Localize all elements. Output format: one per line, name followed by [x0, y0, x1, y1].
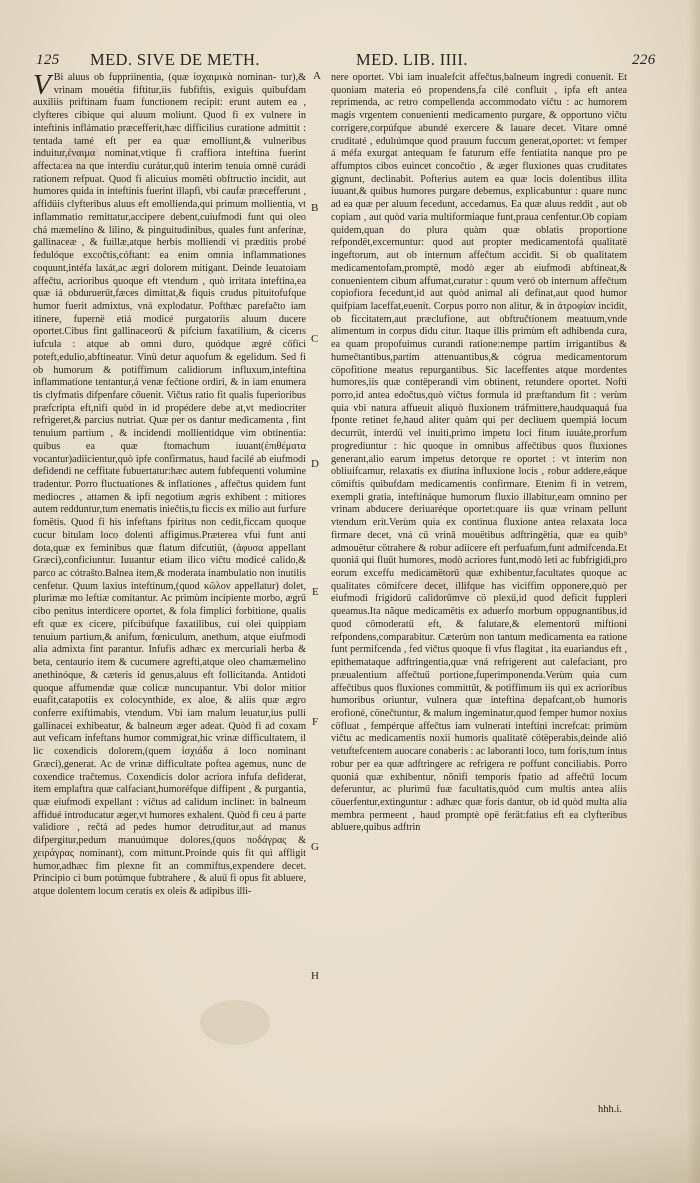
drop-cap: V — [33, 69, 51, 101]
running-head-left: MED. SIVE DE METH. — [90, 50, 260, 69]
margin-letter-c: C — [311, 333, 319, 345]
margin-letter-g: G — [311, 841, 319, 853]
signature-mark: hhh.i. — [598, 1104, 622, 1115]
margin-letter-a: A — [313, 70, 321, 82]
page-edge-shadow — [686, 0, 700, 1183]
page-bottom-wear — [0, 1123, 700, 1183]
margin-letter-f: F — [312, 716, 319, 728]
right-column-paragraph: nere oportet. Vbi iam inualefcit affečtus,balneum ingredi conuenit. Et quoniam materia eó propendens,fa cilé confluit , ipfa eft antea reprimenda, ac retro compellenda accommodato vičtu : ac humorem magis vrgentem conuenienti medicamento purgare, & opportuno vičtu corrigere,corpúfque abundé exercere & lauare decet. Vitare omné cruditaté , edulıúmque quod prauum fuccum generat,oportet: vt femper á méfa exurgat antequam fe faturum effe fentiatita nanque pro pe affumptos cibos euincet concočtio , & æger fluxiones quas cruditates gignunt, declinabit. Pofterius autem ea quæ locis dolentibus illita iuuant,& quibus humores purgare debemus, explicabuntur : quare nunc ad ea quæ per aluum fecedunt, accedamus. Ea quæ aluus reddit , aut ob copiam , aut quòd varia multiformiaque funt,praua cenfentur.Ob copiam quidem,quan do plura quàm quæ oblatis proportione refpondët,excernuntur: quod aut propter medicamentofá qualitatë ingeftorum, aut ob internum affečtum accidit. Si ob qualitatem medicamentofam,promptë, modò æger ab eiufmodi abftineat,& conuenientem cibum affumat,curatur : quum veró ob internum affečtum copiofiora fecedunt,id aut quòd animal ali definat,aut quod humor quifpiam laceffat,euenit. Corpus porro non alitur, & in ἀτροφίαν incidit, ob ficcitatem,aut præclufione, aut obftručtionem meatuum,vnde alimentum in corpus didu citur. Itaque illis primùm eft adhibenda cura, ea quam propofuimus curandi ratione:nempe partim irrigantibus & humečtantibus,partim attenuantibus,& cógrua medicamentorum cöpofitione meatus repurgantibus. Sic laceffentes atque mordentes humores,iis quæ contëperandi vim obtinent, retundere oportet. Nofti porro,id antea edočtus,quò vičtus formula id præftandum fit : verùm quia vbi natura affueuit aliquò fluxionem tráfmittere,haudquaquá fua fponte retinet fe,haud aliter quàm qui per decliuem quempiá locum decurrűt, interdű vel inuiti,primo impetu loci fitum iuuáte,prorfum progrediuntur : hic quoque in omnibus affečtibus quos fluxiones generant,alio earum impetus detorque re oportet : vt interim non obliuifcamur, relaxatis ex diutina influxione locis , robur addere,eáque cőmiftis quibufdam medicamentis confirmare. Etenim fi in vetrem, exempli gratia, inteftináque humorum fluxio illabitur,eam omnino per vrinam abducere deriuaréque oportet:quare iis quæ vrinam pellunt vtendum erit.Verùm quia ex continua fluxione antea relaxata loca firmare decet, vná cű vrinâ mouëtibus adftringëtia, quæ ea quib⁹ admouëtur cötrahere & robur adiicere eft perfuafum,funt admifcenda.Et quoniá qui fluűt humores, modò acriores funt,modò leti ac fubfrigidi,pro eorum exceffu medicamëtorű quæ exhibentur,facultates quoque ac qualitates cömifcere decet, illifque has viciffim opponere,quò per eiufmodi frigidorű calidorűmve cö plexű,id quod deficit fuppleri queamus.Ita nãque medicamëtis ex aduerfo morbum oppugnantibus,id quod cömoderatű eft, & falutare,& elementorű miftioni refpondens,comparabitur. Cæterùm non tantum medicamenta ea ratione funt permifcenda , fed vičtus quoque fi vfus flagitat , ita euariandus eft , epithemataque adftringentia,quæ vná refrigerent aut calefaciant, pro præualentium affečtuű portione,fuperimponenda.Verùm quia cum affečtibus quos fluxiones committűt, & potiffimum iis qui ex acrioribus humoribus oriuntur, vulnera quæ inteftina depafcant,ob humoris erofioné, cönečtuntur, & malum ingeminatur,quod femper humor noxius cöfluat , fempérque affečtus iam vulnerati inteftini increfcat: primùm vičtu ac medicamentis noxii humoris qualitatë cötëperabis,deinde alió vetuftefcentem auocare conaberis : ac laboranti loco, tum foris,tum intus robur per ea quæ adftringere ac refrigera re poffunt conciliabis. Porro quoniá quæ exhibentur, nõnifi temporis fpatio ad affečtű locum deferuntur, ac plurimű fuæ facultatis,quòd cum multis antea aliis cöuerfentur,extinguntur : adhæc quæ foris dantur, ob id quòd multa alia membra permeent , haud promptè opë ferät:fatius eft ea clyfteribus abluere,quibus adftrin — [331, 72, 627, 834]
margin-letter-d: D — [311, 458, 319, 470]
left-column-paragraph — [33, 69, 306, 899]
page-number-right: 226 — [632, 52, 656, 68]
margin-letter-h: H — [311, 970, 319, 982]
left-column — [33, 69, 306, 899]
right-column — [331, 72, 627, 835]
left-column-text: Bi aluus ob fuppriinentia, (quæ ἰσχαιμικὰ nominan- tur),& vrinam mouétia fiftitur,iis fubfiftis, exiguis quibufdam auxiliis priftinam fuam functionem recipit: erunt autem ea , clyfteres cibique qui aluum moliunt. Quod fi ex vulnere in inteftinis inflámatio præcefferit,hæc difficilius curatione admittit : tentada tamé eft per ea quæ emolliunt,& vulneribus induitur,ἐναιμα nominat,vtique fi craffiora inteftina fuerint affecta:ea na que interdiu curátur,quū interim tenuia omnë curádi rationem refpuat. Quod fi alicuius momëti obftructio incidit, aut humores quida in inteftinis fuerint illapfi, vbi caufæ præcefferunt , affidüis clyfteribus aluus eft emollienda,qui primum mollientia, vt inflammatio remittatur,accipere debent,cuiufmodi funt qui oleo chá mæmelino & lilino, & pinguitudinibus, quales funt anferinæ, gallinaceæ , & fuillæ,atque herbis molliendi vi præditis probé fedulóque excočtis,cóftant: ea enim omnia inflammationes coquunt,intéfa laxát,ac ægri dolorem mitigant. Deinde leuatoiam affečtu, acrioribus quoque eft vtendum , quò irritata inteftina,ea quæ iá obduruerűt,fæces dimittat,& fiquis crudus pituitofufque humor fuerit admixtus, vná explodatur. Pofthæc parefačto iam itinere, fupernë etiá modicé purgatoriis aluum ducere oportet.Cibus fint gallinaceorű & pifcium faxatilium, & cicerıs iufcula : atque ab omni duro, quódque ægré cőfici poteft,edulio,abftineatur. Vinü detur aquofum & egelidum. Sed fi ob humorum & potiffimum calidiorum influxum,inteftina inflammatione tentantur,á venæ fečtione ordiri, & in iam enumera tis clyfmatis difpenfare cőuenit. Vičtus ratio fit qualis fuperioribus præfcripta eft,nifi quòd in id propédere debe at,vt mediocriter refrigeret,& parcius nutriat. Quæ per os dantur medicamenta , fint tenuium partium , & incidendi mollientidque vim obtinentia: quibus ea quæ ftomachum iuuant(ἐπιθέματα vocantur)adiicientur,quò ipfe confirmatus, haud facilé ab eiufmodi defidendi ne ceffitate fubuertatur:hæc autem fubfequenti volumine tradentur. Porro fluctuationes & inflationes , affečtus quidem funt mediocres , attamen & ipfi negotium ægris exhibent : mitiores autem redduntur,tum enematis iniečtis,tu ficcis ex milio aut furfure fomëtis. Quod fi his infeftans fpiritus non cedit,ficcam quoque cucur bitulam loco dolenti affigimus.Præterea vfui funt anti dota,quæ ex feminibus quæ flatum difcutiüt, (ἀφυσα appellant Græci),conficiuntur. Iuuantur etiam ilico vičtu modicé calido,& parco ac cótrašto.Balnea item,& moderata inambulatio non inutilis cenfetur. Quum laxius inteftinum,(quod κῶλον appellatur) dolet, plurimæ mo leftiæ comitantur. Ac primùm incipiente morbo, ægrű cibo penitus interdicere oportet, & fola fimplici forbitione, qualis eft quæ ex cicere, pifcibúfque faxatilibus, cui olei quippiam tenuium partium,& anifum, fœniculum, anethum, atque eiufmodi alia admixta fint parantur. Infufis adhæc ex mercuriali herba & beta, centaurio item & cucumere agrefti,atque oleo chamæmelino anethinóque, & cæteris id genus,aluus eft follicitanda. Antidoti quoque affumendæ quæ colicæ nuncupantur. Vbi dolor mitior euafit,catapotiis ex colocynthide, ex aloe, & aliis quæ ægro conferre exiftimabis, vtendum. Vbi iam malum leuatur,ius pulli gallinacei exhibeatur, & balneum æger adeat. Quòd fi ad coxam aut veficam infeftans humor commigrat,hic vrinæ difficultatem, il lic coxendicis dolorem,(quem ἰσχιάδα á loco nominant Græci),generat. Ac de vrinæ difficultate poftea agemus, nunc de coxendice tračtemus. Coxendicis dolor acriora infufa defiderat, item emplaftra quæ calfaciant,humoréfque diffipent , & purgantia, quæ eiufmodi expellant : vičtus ad calidum inclinet: in balneum affidué introducatur æger,vt humores exhalent. Quòd fi ceu á parte validiore , rečtá ad pedes humor detruditur,aut ad manus difpergitur,pedum manuúmque dolores,(quos ποδάγρας & χειράγρας nominant), com mittunt.Proinde quis fit qui affligit humor,adhæc fim plexne fit an commiftus,expendere decet. Principio ci bum potúmque fubtrahere , & aluű fi opus fit abluere, atque dolentem locum ceratis ex oleis & adipibus illi- — [33, 72, 306, 897]
page-number-left: 125 — [36, 52, 60, 68]
margin-letter-b: B — [311, 202, 319, 214]
paper-stain — [200, 1000, 270, 1045]
running-head-right: MED. LIB. IIII. — [356, 50, 468, 69]
running-header — [0, 50, 700, 72]
margin-letter-e: E — [312, 586, 319, 598]
